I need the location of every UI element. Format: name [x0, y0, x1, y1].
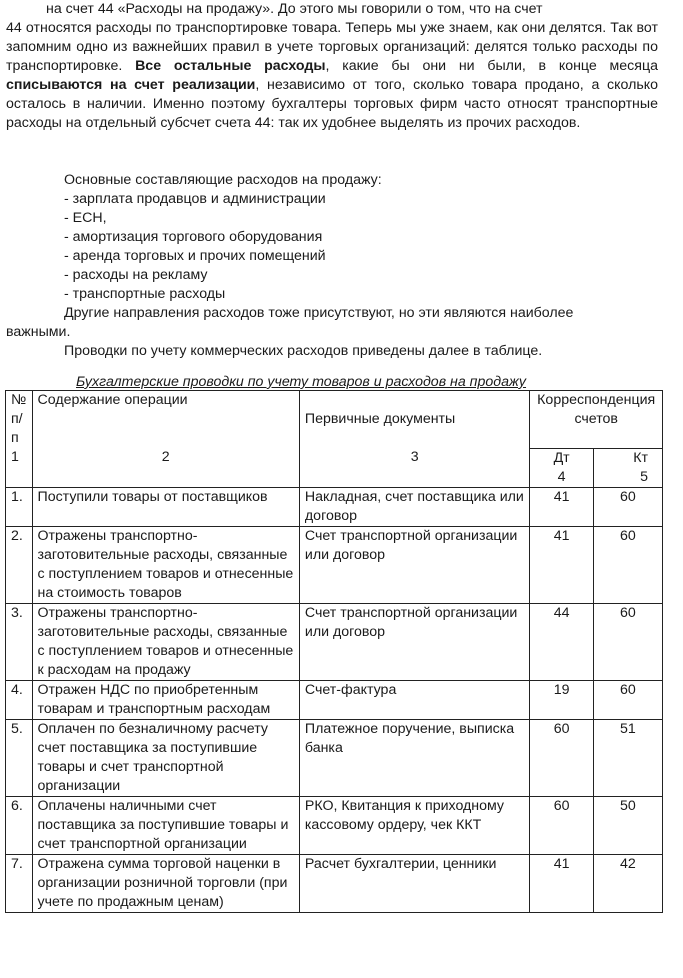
table-row [6, 680, 663, 719]
row-number: 7. [6, 854, 33, 912]
intro-first-line: на счет 44 «Расходы на продажу». До этого мы говорили о том, что на счет [46, 1, 543, 17]
row-number: 5. [6, 719, 33, 796]
intro-bold-2: списываются на счет реализации [6, 77, 256, 93]
row-documents: Счет транспортной организации или договор [299, 603, 530, 680]
intro-paragraph [6, 19, 658, 133]
table-caption: Бухгалтерские проводки по учету товаров и расходов на продажу [76, 374, 527, 390]
header-num: № п/ п [6, 391, 33, 449]
row-documents: Счет транспортной организации или договор [299, 526, 530, 603]
row-debit: 19 [530, 680, 593, 719]
intro-text-c: , независимо от того, сколько товара продано, а сколько осталось в наличии. Именно поэтому бухгалтеры торговых фирм часто относят транспортные расходы на отдельный субсчет счета 44: так их удобнее выделять из прочих расходов. [6, 77, 659, 131]
intro-bold-1: Все остальные расходы [135, 58, 326, 74]
table-header-row [6, 391, 663, 449]
table-row [6, 487, 663, 526]
row-debit: 60 [530, 719, 593, 796]
component-item: - транспортные расходы [64, 286, 226, 302]
row-operation: Отражены транспортно-заготовительные расходы, связанные с поступлением товаров и отнесенные на стоимость товаров [32, 526, 299, 603]
row-operation: Оплачен по безналичному расчету счет поставщика за поступившие товары и счет транспортной организации [32, 719, 299, 796]
header-content: Содержание операции [32, 391, 299, 449]
row-debit: 60 [530, 796, 593, 854]
header-kt: Кт 5 [593, 448, 662, 487]
header-num-index: 1 [6, 448, 33, 487]
row-documents: Расчет бухгалтерии, ценники [299, 854, 530, 912]
other-directions-line-2: важными. [6, 324, 71, 340]
row-documents: Счет-фактура [299, 680, 530, 719]
row-operation: Поступили товары от поставщиков [32, 487, 299, 526]
row-documents: Накладная, счет поставщика или договор [299, 487, 530, 526]
row-number: 6. [6, 796, 33, 854]
row-credit: 42 [593, 854, 662, 912]
table-header-index-row [6, 448, 663, 487]
row-operation: Оплачены наличными счет поставщика за поступившие товары и счет транспортной организации [32, 796, 299, 854]
table-row [6, 719, 663, 796]
table-row [6, 603, 663, 680]
header-correspondence: Корреспонденция счетов [530, 391, 663, 449]
header-docs-index: 3 [299, 448, 530, 487]
row-debit: 41 [530, 854, 593, 912]
row-operation: Отражена сумма торговой наценки в организации розничной торговли (при учете по продажным ценам) [32, 854, 299, 912]
table-row [6, 796, 663, 854]
row-credit: 60 [593, 603, 662, 680]
row-documents: Платежное поручение, выписка банка [299, 719, 530, 796]
intro-text-b: , какие бы они ни были, в конце месяца [325, 58, 658, 74]
row-credit: 60 [593, 487, 662, 526]
row-credit: 51 [593, 719, 662, 796]
component-item: - расходы на рекламу [64, 267, 208, 283]
row-debit: 41 [530, 526, 593, 603]
table-row [6, 526, 663, 603]
header-docs: Первичные документы [299, 391, 530, 449]
row-number: 3. [6, 603, 33, 680]
header-dt: Дт 4 [530, 448, 593, 487]
header-content-index: 2 [32, 448, 299, 487]
row-credit: 60 [593, 526, 662, 603]
row-operation: Отражены транспортно-заготовительные расходы, связанные с поступлением товаров и отнесенные к расходам на продажу [32, 603, 299, 680]
components-heading: Основные составляющие расходов на продажу: [64, 172, 382, 188]
intro-text-a: 44 относятся расходы по транспортировке товара. Теперь мы уже знаем, как они делятся. Так вот запомним одно из важнейших правил в учете торговых организаций: делятся только расходы по транспортировке. [6, 20, 658, 74]
row-documents: РКО, Квитанция к приходному кассовому ордеру, чек ККТ [299, 796, 530, 854]
table-row [6, 854, 663, 912]
row-number: 4. [6, 680, 33, 719]
row-credit: 60 [593, 680, 662, 719]
other-directions-line-1: Другие направления расходов тоже присутствуют, но эти являются наиболее [64, 305, 574, 321]
row-debit: 41 [530, 487, 593, 526]
component-item: - ЕСН, [64, 210, 107, 226]
row-credit: 50 [593, 796, 662, 854]
component-item: - амортизация торгового оборудования [64, 229, 323, 245]
component-item: - аренда торговых и прочих помещений [64, 248, 326, 264]
table-intro-text: Проводки по учету коммерческих расходов приведены далее в таблице. [64, 343, 543, 359]
row-debit: 44 [530, 603, 593, 680]
row-operation: Отражен НДС по приобретенным товарам и транспортным расходам [32, 680, 299, 719]
entries-table [5, 390, 663, 913]
row-number: 1. [6, 487, 33, 526]
component-item: - зарплата продавцов и администрации [64, 191, 326, 207]
row-number: 2. [6, 526, 33, 603]
